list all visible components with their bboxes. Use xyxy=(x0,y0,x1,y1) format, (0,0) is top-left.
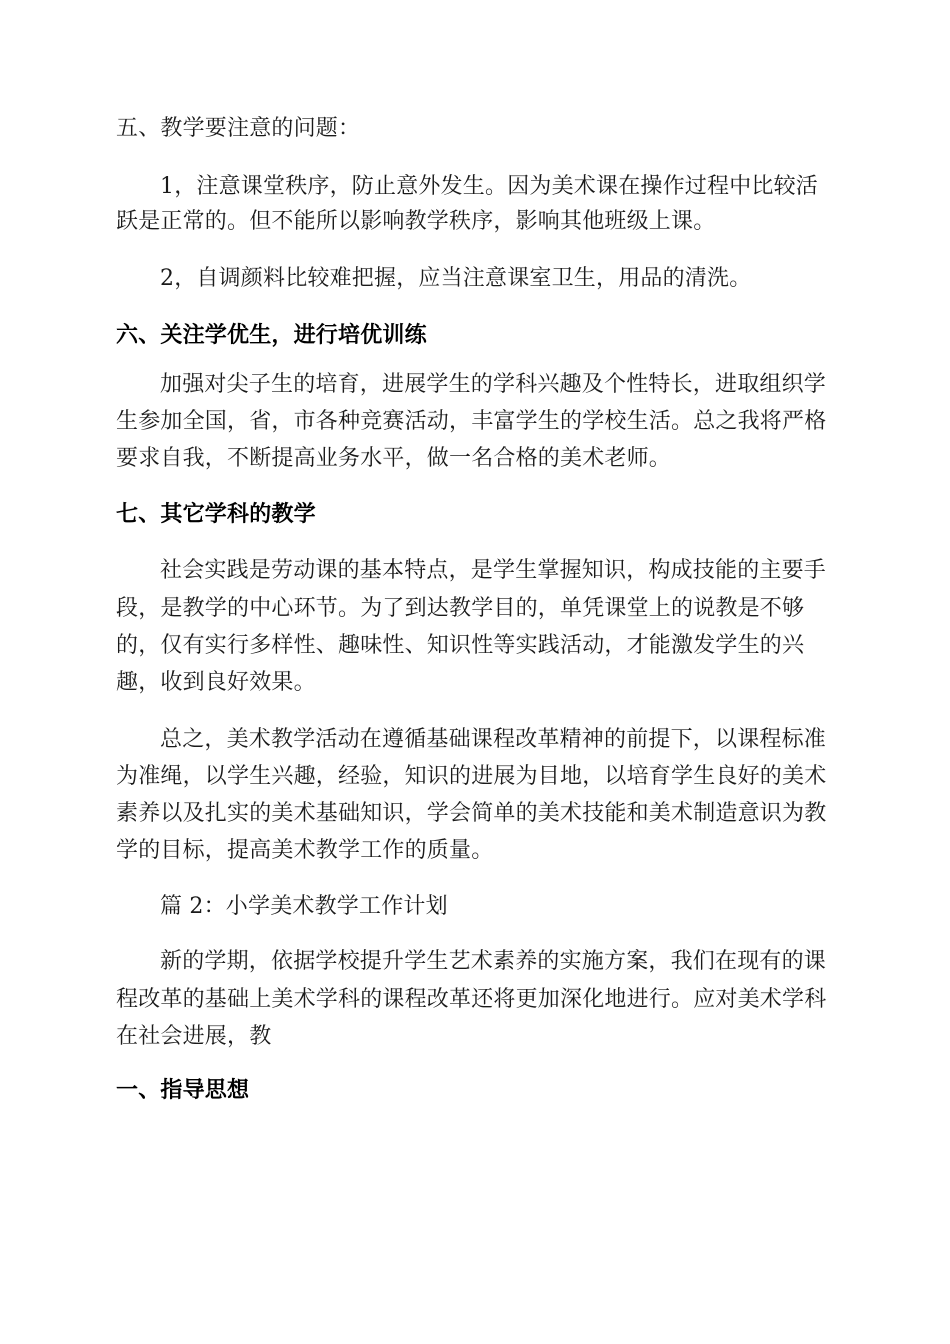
paragraph-line: 1，注意课堂秩序，防止意外发生。因为美术课在操作过程中比较活 xyxy=(160,174,818,199)
paragraph-line: 为准绳，以学生兴趣，经验，知识的进展为目地，以培育学生良好的美术 xyxy=(116,764,827,789)
paragraph-line: 社会实践是劳动课的基本特点，是学生掌握知识，构成技能的主要手 xyxy=(160,558,827,583)
section-heading: 五、教学要注意的问题： xyxy=(116,116,361,141)
paragraph-line: 加强对尖子生的培育，进展学生的学科兴趣及个性特长，进取组织学 xyxy=(160,372,827,397)
paragraph-line: 新的学期，依据学校提升学生艺术素养的实施方案，我们在现有的课 xyxy=(160,949,827,974)
paragraph-line: 趣，收到良好效果。 xyxy=(116,670,316,695)
section-heading: 一、指导思想 xyxy=(116,1078,250,1103)
paragraph-line: 学的目标，提高美术教学工作的质量。 xyxy=(116,838,494,863)
paragraph-line: 程改革的基础上美术学科的课程改革还将更加深化地进行。应对美术学科 xyxy=(116,987,827,1012)
paragraph-line: 在社会进展，教 xyxy=(116,1024,272,1049)
paragraph-line: 总之，美术教学活动在遵循基础课程改革精神的前提下，以课程标准 xyxy=(160,727,827,752)
section-heading: 七、其它学科的教学 xyxy=(116,502,316,527)
paragraph-line: 素养以及扎实的美术基础知识，学会简单的美术技能和美术制造意识为教 xyxy=(116,801,827,826)
section-heading: 六、关注学优生，进行培优训练 xyxy=(116,323,427,348)
paragraph-line: 要求自我，不断提高业务水平，做一名合格的美术老师。 xyxy=(116,446,672,471)
paragraph-line: 段，是教学的中心环节。为了到达教学目的，单凭课堂上的说教是不够 xyxy=(116,596,805,621)
paragraph-line: 的，仅有实行多样性、趣味性、知识性等实践活动，才能激发学生的兴 xyxy=(116,633,805,658)
paragraph-line: 跃是正常的。但不能所以影响教学秩序，影响其他班级上课。 xyxy=(116,209,716,234)
paragraph-line: 2，自调颜料比较难把握，应当注意课室卫生，用品的清洗。 xyxy=(160,266,752,291)
article-subtitle: 篇 2：小学美术教学工作计划 xyxy=(160,894,448,919)
paragraph-line: 生参加全国，省，市各种竞赛活动，丰富学生的学校生活。总之我将严格 xyxy=(116,409,827,434)
